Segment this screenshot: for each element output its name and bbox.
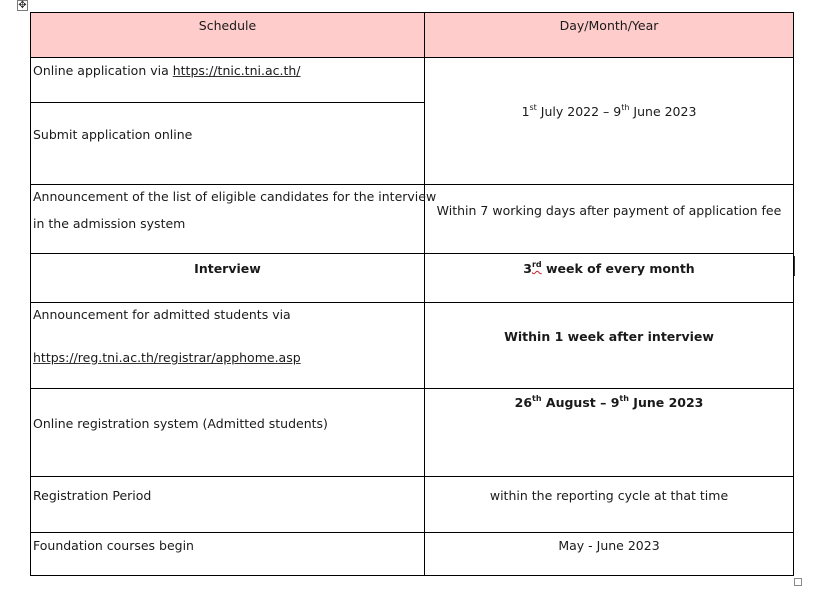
registrar-link[interactable]: https://reg.tni.ac.th/registrar/apphome.asp bbox=[33, 350, 301, 365]
row-registration-period: Registration Period bbox=[33, 488, 152, 503]
tnic-link[interactable]: https://tnic.tni.ac.th/ bbox=[172, 63, 301, 78]
row-online-application-label: Online application via bbox=[33, 63, 173, 78]
date-foundation-courses: May - June 2023 bbox=[558, 538, 660, 553]
date-application-period: 1st July 2022 – 9th June 2023 bbox=[521, 102, 697, 119]
row-announcement-line2: in the admission system bbox=[33, 216, 186, 231]
move-handle-icon[interactable]: ✥ bbox=[18, 0, 27, 11]
header-date: Day/Month/Year bbox=[559, 18, 659, 33]
row-online-application bbox=[33, 63, 301, 78]
row-admitted-announcement: Announcement for admitted students via bbox=[33, 307, 291, 322]
row-interview: Interview bbox=[194, 261, 261, 276]
date-interview: 3rd week of every month bbox=[523, 259, 695, 276]
resize-handle-icon[interactable] bbox=[794, 578, 802, 586]
date-announcement: Within 7 working days after payment of application fee bbox=[436, 203, 782, 218]
date-admitted: Within 1 week after interview bbox=[504, 329, 714, 344]
row-online-registration: Online registration system (Admitted students) bbox=[33, 416, 328, 431]
date-registration-system: 26th August – 9th June 2023 bbox=[514, 393, 704, 410]
row-announcement-line1: Announcement of the list of eligible candidates for the interview bbox=[33, 189, 437, 204]
text-cursor bbox=[794, 256, 795, 276]
row-submit-application: Submit application online bbox=[33, 127, 193, 142]
header-schedule: Schedule bbox=[198, 18, 257, 33]
row-foundation-courses: Foundation courses begin bbox=[33, 538, 194, 553]
date-registration-period: within the reporting cycle at that time bbox=[489, 488, 729, 503]
